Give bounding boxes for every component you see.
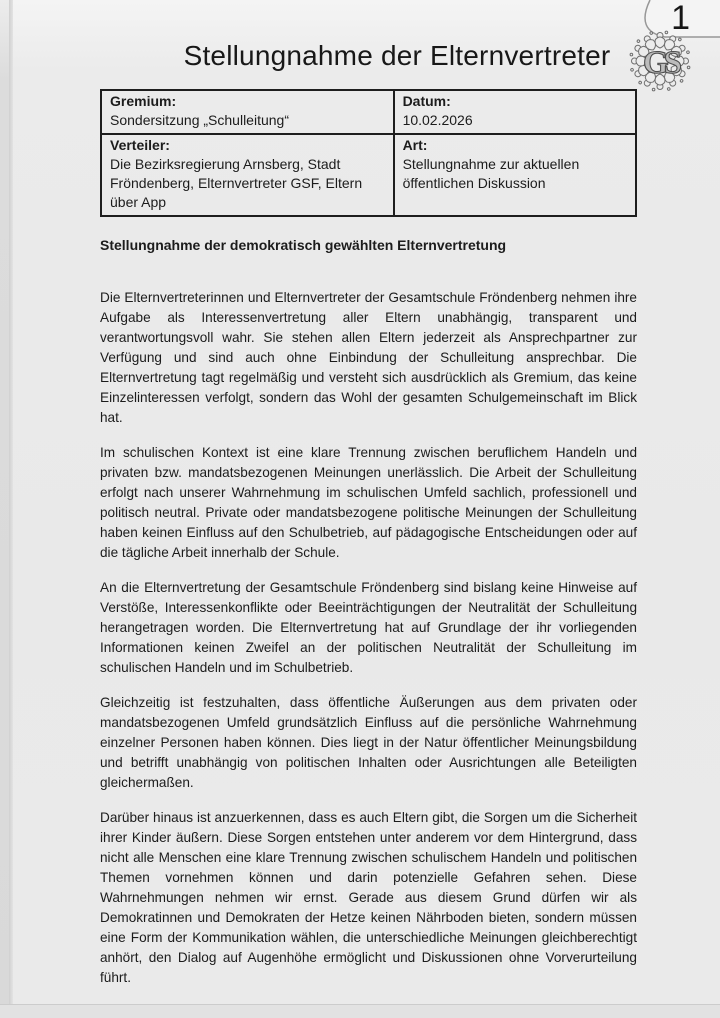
art-value: Stellungnahme zur aktuellen öffentlichen Diskussion: [402, 156, 580, 191]
page-number: 1: [671, 0, 690, 37]
cell-art: [394, 134, 636, 216]
gremium-label: Gremium:: [110, 93, 177, 109]
cell-datum: [394, 90, 636, 134]
table-row: [101, 134, 636, 216]
datum-value: 10.02.2026: [402, 112, 473, 128]
cell-gremium: [101, 90, 394, 134]
logo-monogram: GS: [642, 45, 678, 81]
meta-table: [100, 89, 637, 217]
cell-verteiler: [101, 134, 394, 216]
scan-left-edge-line: [9, 0, 13, 1018]
verteiler-value: Die Bezirksregierung Arnsberg, Stadt Fröndenberg, Elternvertreter GSF, Eltern über App: [110, 156, 363, 210]
datum-label: Datum:: [402, 93, 451, 109]
art-label: Art:: [402, 137, 428, 153]
scan-left-edge: [0, 0, 9, 1018]
paragraph-2: Im schulischen Kontext ist eine klare Trennung zwischen beruflichem Handeln und privaten bzw. mandatsbezogenen Meinungen unerlässlich. Die Arbeit der Schulleitung erfolgt nach unserer Wahrnehmung im schulischen Umfeld sachlich, professionell und politisch neutral. Private oder mandatsbezogene politische Meinungen der Schulleitung haben keinen Einfluss auf den Schulbetrieb, auf pädagogische Entscheidungen oder auf die tägliche Arbeit innerhalb der Schule.: [100, 445, 637, 560]
statement-body: [100, 288, 637, 988]
gremium-value: Sondersitzung „Schulleitung“: [110, 112, 289, 128]
statement-heading: Stellungnahme der demokratisch gewählten Elternvertretung: [100, 237, 507, 253]
scan-bottom-edge: [0, 1004, 720, 1018]
paragraph-4: Gleichzeitig ist festzuhalten, dass öffentliche Äußerungen aus dem privaten oder mandatsbezogenen Umfeld grundsätzlich Einfluss auf die persönliche Wahrnehmung einzelner Personen haben können. Dies liegt in der Natur öffentlicher Meinungsbildung und betrifft unabhängig von politischen Inhalten oder Ausrichtungen alle Beteiligten gleichermaßen.: [100, 695, 637, 790]
paragraph-1: Die Elternvertreterinnen und Elternvertreter der Gesamtschule Fröndenberg nehmen ihre Aufgabe als Interessenvertretung aller Eltern unabhängig, transparent und verantwortungsvoll wahr. Sie stehen allen Eltern jederzeit als Ansprechpartner zur Verfügung und sind auch ohne Einbindung der Schulleitung ansprechbar. Die Elternvertretung tagt regelmäßig und versteht sich ausdrücklich als Gremium, das keine Einzelinteressen verfolgt, sondern das Wohl der gesamten Schulgemeinschaft im Blick hat.: [100, 290, 637, 425]
paragraph-5: Darüber hinaus ist anzuerkennen, dass es auch Eltern gibt, die Sorgen um die Sicherheit ihrer Kinder äußern. Diese Sorgen entstehen unter anderem vor dem Hintergrund, dass nicht alle Menschen eine klare Trennung zwischen schulischem Handeln und politischen Themen vornehmen können und darin potenzielle Gefahren sehen. Diese Wahrnehmungen nehmen wir ernst. Gerade aus diesem Grund dürfen wir als Demokratinnen und Demokraten der Hetze keinen Nährboden bieten, sondern müssen eine Form der Kommunikation wählen, die unterschiedliche Meinungen gleichberechtigt anhört, den Dialog auf Augenhöhe ermöglicht und Diskussionen ohne Vorverurteilung führt.: [100, 810, 637, 985]
table-row: [101, 90, 636, 134]
document-title: Stellungnahme der Elternvertreter: [183, 40, 611, 71]
verteiler-label: Verteiler:: [110, 137, 170, 153]
paragraph-3: An die Elternvertretung der Gesamtschule Fröndenberg sind bislang keine Hinweise auf Verstöße, Interessenkonflikte oder Beeinträchtigungen der Neutralität der Schulleitung herangetragen worden. Die Elternvertretung hat auf Grundlage der ihr vorliegenden Informationen keinen Zweifel an der politischen Neutralität der Schulleitung im schulischen Handeln und im Schulbetrieb.: [100, 580, 637, 675]
